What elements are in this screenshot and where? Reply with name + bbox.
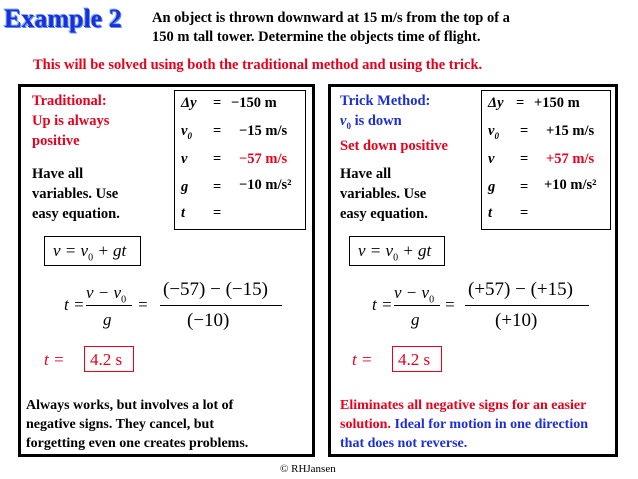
traditional-numerator: (−57) − (−15) [163, 279, 268, 300]
trick-numerator: (+57) − (+15) [468, 279, 573, 300]
traditional-answer-label: t = [44, 350, 65, 369]
var-symbol: $v_0$ [488, 123, 499, 141]
traditional-answer-box: 4.2 s [84, 346, 134, 372]
trick-equation-box: $v = v_0$ + gt [349, 236, 445, 266]
trick-note: Eliminates all negative signs for an easier solution. Ideal for motion in one direction that does not reverse. [340, 398, 589, 451]
var-symbol: Δy [488, 95, 504, 111]
traditional-heading: Traditional: Up is always positive [32, 93, 110, 149]
traditional-instruction: Have all variables. Use easy equation. [32, 166, 120, 222]
var-symbol: Δy [181, 95, 197, 111]
var-value: +57 m/s [546, 151, 595, 167]
traditional-denominator: (−10) [187, 310, 230, 331]
trick-instruction: Have all variables. Use easy equation. [340, 166, 428, 222]
var-symbol: t [181, 205, 186, 221]
traditional-note: Always works, but involves a lot of negative signs. They cancel, but forgetting even one creates problems. [26, 398, 249, 451]
var-value: −150 m [231, 95, 277, 111]
var-value: −57 m/s [239, 151, 288, 167]
traditional-t-label: t = [64, 295, 85, 314]
var-value: −15 m/s [239, 123, 288, 139]
fraction-bar [394, 305, 440, 306]
trick-variables-box: Δy = +150 m $v_0$ = +15 m/s v = +57 m/s g = +10 m/s² t = [481, 90, 611, 230]
fraction-bar [465, 305, 589, 306]
trick-heading: Trick Method: $v_0$ is down Set down positive [340, 93, 448, 154]
var-value: −10 m/s² [239, 177, 292, 193]
fraction-bar [86, 305, 132, 306]
trick-answer-box: 4.2 s [392, 346, 442, 372]
var-value: +10 m/s² [544, 177, 597, 193]
trick-t-label: t = [372, 295, 393, 314]
var-symbol: v [181, 151, 188, 167]
var-symbol: g [488, 179, 496, 195]
trick-denominator: (+10) [495, 310, 538, 331]
var-value: +15 m/s [546, 123, 595, 139]
slide-title: Example 2 [4, 4, 122, 33]
problem-statement: An object is thrown downward at 15 m/s from the top of a 150 m tall tower. Determine the objects time of flight. [152, 10, 510, 45]
var-value: +150 m [534, 95, 580, 111]
method-subtitle: This will be solved using both the traditional method and using the trick. [33, 57, 483, 73]
traditional-equation-box: $v = v_0$ + gt [44, 236, 141, 266]
fraction-bar [160, 305, 282, 306]
trick-answer-label: t = [352, 350, 373, 369]
traditional-variables-box: Δy = −150 m $v_0$ = −15 m/s v = −57 m/s g = −10 m/s² t = [174, 90, 306, 230]
var-symbol: $v_0$ [181, 123, 192, 141]
var-symbol: t [488, 205, 493, 221]
var-symbol: v [488, 151, 495, 167]
copyright-footer: © RHJansen [280, 463, 336, 475]
var-symbol: g [181, 179, 189, 195]
